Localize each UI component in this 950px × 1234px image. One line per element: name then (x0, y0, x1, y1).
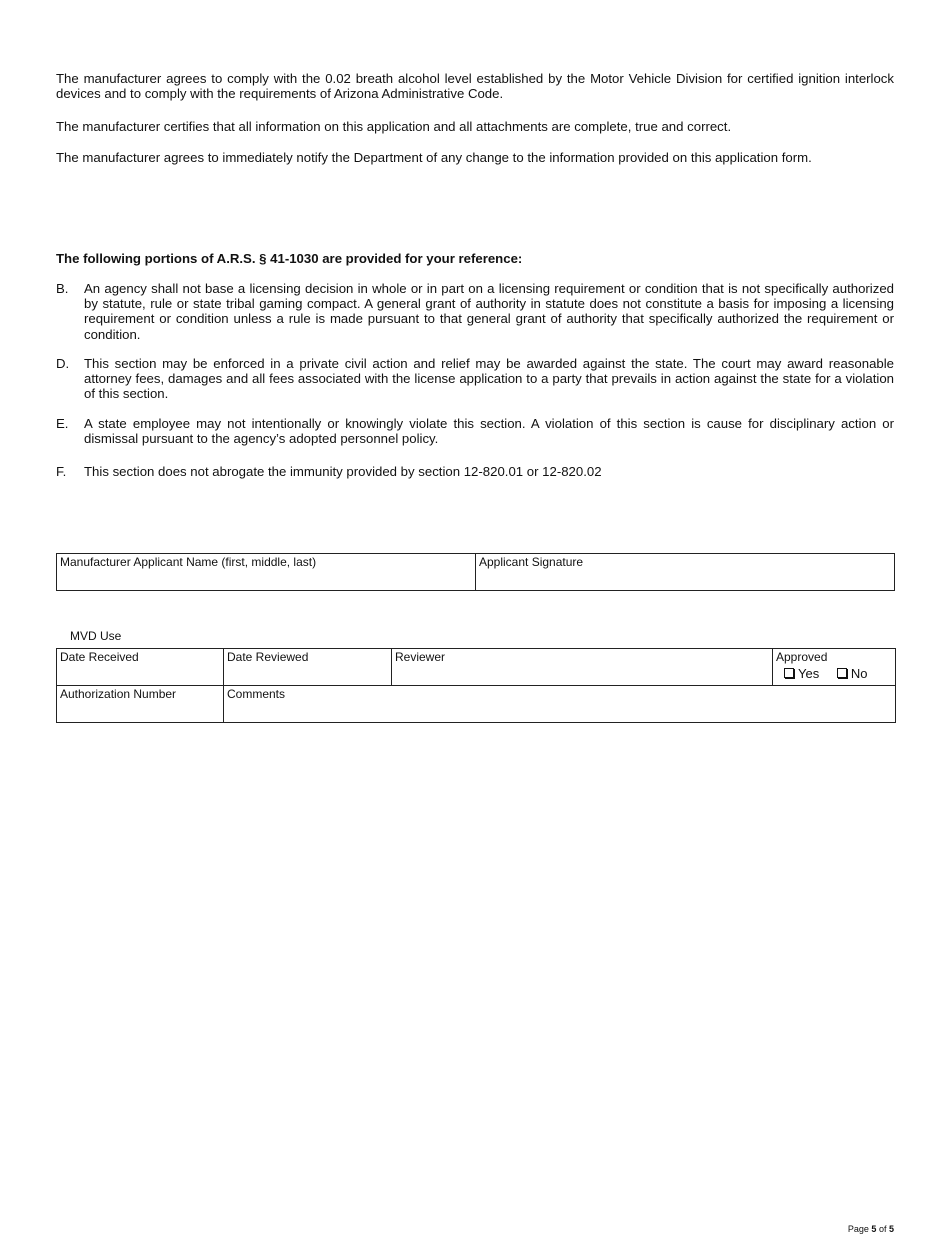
applicant-name-label: Manufacturer Applicant Name (first, middle, last) (60, 555, 317, 569)
total-pages: 5 (888, 1224, 894, 1234)
section-f (56, 464, 894, 479)
no-label: No (850, 666, 868, 681)
approved-field (773, 649, 896, 686)
approved-no-checkbox[interactable] (837, 666, 868, 681)
date-received-field[interactable] (57, 649, 224, 686)
current-page: 5 (871, 1224, 877, 1234)
section-text: This section may be enforced in a private civil action and relief may be awarded against the state. The court may award reasonable attorney fees, damages and all fees associated with the license application to a party that prevails in action against the state for a violation of this section. (84, 356, 894, 402)
applicant-signature-label: Applicant Signature (479, 555, 584, 569)
page-word: Page (847, 1224, 869, 1234)
section-letter: B. (56, 281, 69, 296)
date-reviewed-field[interactable] (224, 649, 392, 686)
authorization-number-field[interactable] (57, 686, 224, 723)
mvd-table (56, 648, 896, 723)
date-received-label: Date Received (60, 650, 139, 664)
section-letter: D. (56, 356, 70, 371)
authorization-number-label: Authorization Number (60, 687, 177, 701)
page-number (848, 1224, 894, 1234)
approved-label: Approved (776, 650, 828, 664)
applicant-table (56, 553, 895, 591)
mvd-use-title: MVD Use (70, 629, 122, 643)
section-text: An agency shall not base a licensing decision in whole or in part on a licensing requirement or condition that is not specifically authorized by statute, rule or state tribal gaming compact. A general grant of authority in statute does not constitute a basis for imposing a licensing requirement or condition unless a rule is made pursuant to that general grant of authority that specifically authorized the requirement or condition. (84, 281, 894, 342)
section-text: A state employee may not intentionally or knowingly violate this section. A violation of this section is cause for disciplinary action or dismissal pursuant to the agency’s adopted personnel policy. (84, 416, 894, 447)
checkbox-icon (837, 668, 847, 678)
section-text: This section does not abrogate the immunity provided by section 12-820.01 or 12-820.02 (84, 464, 602, 479)
section-e (56, 416, 894, 446)
of-word: of (878, 1224, 887, 1234)
approved-yes-checkbox[interactable] (784, 666, 819, 681)
comments-label: Comments (227, 687, 286, 701)
statement-comply: The manufacturer agrees to comply with the 0.02 breath alcohol level established by the Motor Vehicle Division for certified ignition interlock devices and to comply with the requirements of Arizona Administrative Code. (56, 71, 894, 102)
reviewer-field[interactable] (392, 649, 773, 686)
comments-field[interactable] (224, 686, 896, 723)
checkbox-icon (784, 668, 794, 678)
statement-certify: The manufacturer certifies that all information on this application and all attachments are complete, true and correct. (56, 119, 732, 134)
reference-heading: The following portions of A.R.S. § 41-1030 are provided for your reference: (56, 251, 523, 266)
yes-label: Yes (798, 666, 820, 681)
section-d (56, 356, 894, 402)
section-letter: F. (56, 464, 67, 479)
section-b (56, 281, 894, 342)
date-reviewed-label: Date Reviewed (227, 650, 309, 664)
reviewer-label: Reviewer (395, 650, 446, 664)
applicant-signature-field[interactable] (476, 554, 895, 591)
applicant-name-field[interactable] (57, 554, 476, 591)
statement-notify: The manufacturer agrees to immediately notify the Department of any change to the information provided on this application form. (56, 150, 812, 165)
section-letter: E. (56, 416, 69, 431)
